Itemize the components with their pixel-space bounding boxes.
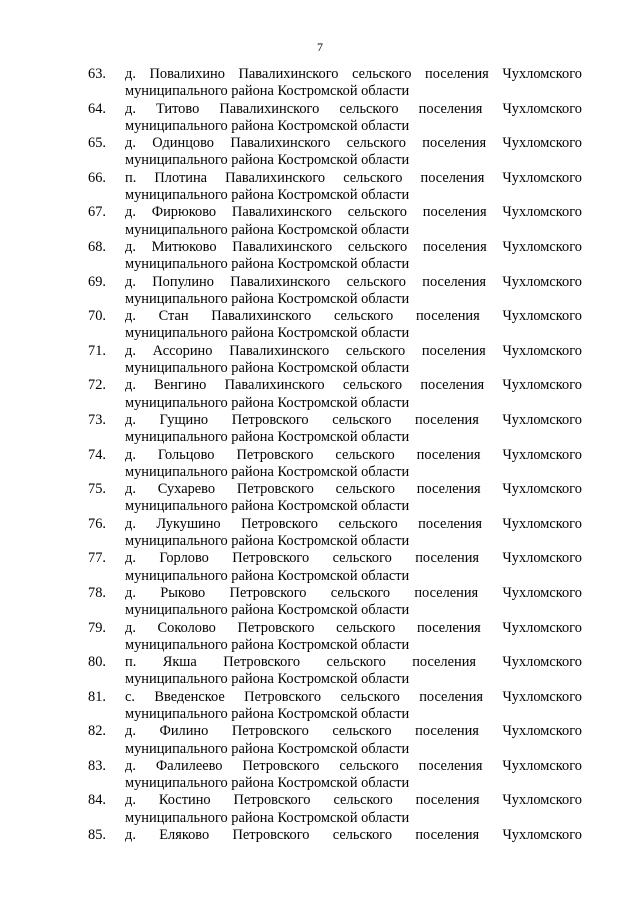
item-word: поселения [418,100,483,117]
item-text [125,550,582,585]
item-continuation: муниципального района Костромской области [125,117,410,134]
item-word: Павалихинского [230,273,331,290]
item-word: Популино [152,273,214,290]
item-word: Петровского [244,688,322,705]
item-word: Фалилеево [155,757,223,774]
item-word: д. [125,377,136,394]
item-word: поселения [419,688,484,705]
item-text [125,792,582,827]
item-word: Петровского [241,515,318,532]
item-word: Якша [162,654,197,671]
item-word: д. [125,827,136,844]
list-item [88,274,582,309]
item-first-line [125,550,582,567]
item-text [125,101,582,136]
item-word: Павалихинского [211,308,312,325]
item-first-line [125,377,582,394]
item-word: сельского [333,792,393,809]
list-item [88,343,582,378]
item-word: сельского [336,619,396,636]
list-item [88,170,582,205]
item-first-line [125,204,582,221]
item-text [125,170,582,205]
item-word: поселения [421,342,486,359]
item-word: Павалихинского [229,342,330,359]
item-word: д. [125,238,136,255]
item-text [125,204,582,239]
item-word: Чухломского [502,723,582,740]
item-word: Филино [159,723,209,740]
item-word: д. [125,411,136,428]
list-item [88,758,582,793]
item-word: Плотина [154,169,208,186]
item-word: поселения [420,169,485,186]
item-word: Петровского [223,654,301,671]
item-word: поселения [422,204,487,221]
item-word: сельского [347,238,408,255]
item-word: Павалихинского [224,377,325,394]
item-word: Чухломского [502,827,582,844]
item-word: сельского [330,584,391,601]
item-word: поселения [422,135,487,152]
item-number: 72. [88,377,106,394]
item-word: д. [125,273,136,290]
item-continuation: муниципального района Костромской области [125,740,410,757]
item-word: поселения [412,654,477,671]
item-first-line [125,101,582,118]
item-word: сельского [335,481,395,498]
item-word: п. [125,654,137,671]
item-word: д. [125,792,136,809]
item-word: поселения [416,619,481,636]
item-word: поселения [415,550,480,567]
item-first-line [125,274,582,291]
item-word: сельского [346,135,406,152]
item-word: Фирюково [151,204,217,221]
item-word: Петровского [233,792,311,809]
item-number: 79. [88,619,106,636]
item-text [125,308,582,343]
item-word: Петровского [236,481,314,498]
item-word: поселения [416,446,481,463]
item-first-line [125,758,582,775]
item-word: Повалихино [149,66,225,82]
item-number: 63. [88,66,106,82]
list-item [88,481,582,516]
item-word: сельского [342,377,403,394]
item-number: 85. [88,827,106,844]
item-number: 78. [88,584,106,601]
item-word: Горлово [159,550,209,567]
list-item [88,827,582,845]
item-word: Ассорино [152,342,213,359]
item-word: Петровского [229,584,307,601]
item-text [125,620,582,655]
item-word: д. [125,619,136,636]
item-text [125,654,582,689]
item-word: Чухломского [502,342,582,359]
item-word: Петровского [232,827,310,844]
item-word: Чухломского [502,584,582,601]
item-word: сельского [345,342,406,359]
item-number: 70. [88,308,106,325]
item-word: поселения [416,481,481,498]
list-item [88,723,582,758]
page-number: 7 [317,40,323,54]
item-continuation: муниципального района Костромской области [125,809,410,826]
item-word: поселения [425,66,489,82]
item-word: поселения [415,308,480,325]
item-word: сельского [343,169,403,186]
item-word: д. [125,481,136,498]
item-number: 66. [88,169,106,186]
item-continuation: муниципального района Костромской области [125,567,410,584]
item-continuation: муниципального района Костромской области [125,636,410,653]
item-first-line [125,412,582,429]
item-continuation: муниципального района Костромской области [125,221,410,238]
list-item [88,101,582,136]
list-item [88,585,582,620]
item-word: Павалихинского [238,66,339,82]
item-continuation: муниципального района Костромской области [125,325,410,342]
item-text [125,239,582,274]
item-text [125,723,582,758]
list-item [88,654,582,689]
item-first-line [125,308,582,325]
item-word: д. [125,446,136,463]
item-word: Петровского [231,723,309,740]
item-word: Костино [158,792,211,809]
item-continuation: муниципального района Костромской области [125,152,410,169]
item-first-line [125,723,582,740]
item-word: Петровского [231,411,309,428]
list-item [88,447,582,482]
item-first-line [125,343,582,360]
item-number: 71. [88,342,106,359]
item-word: Чухломского [502,619,582,636]
list-item [88,412,582,447]
item-number: 80. [88,654,106,671]
list-item [88,135,582,170]
item-word: Митюково [151,238,217,255]
list-item [88,66,582,101]
item-word: д. [125,308,136,325]
item-word: Венгино [154,377,207,394]
item-word: Павалихинского [232,238,333,255]
item-word: Чухломского [502,446,582,463]
item-text [125,481,582,516]
item-word: сельского [335,446,395,463]
item-number: 84. [88,792,106,809]
item-word: сельского [347,204,407,221]
item-continuation: муниципального района Костромской области [125,187,410,204]
item-word: Гольцово [157,446,215,463]
item-word: Чухломского [502,792,582,809]
item-word: Чухломского [502,273,582,290]
item-word: сельского [332,550,392,567]
item-word: сельского [326,654,386,671]
item-word: поселения [422,273,487,290]
item-number: 83. [88,757,106,774]
item-text [125,689,582,724]
item-text [125,274,582,309]
item-first-line [125,239,582,256]
item-word: сельского [333,308,394,325]
item-first-line [125,66,582,83]
item-word: Павалихинского [230,135,331,152]
item-word: Петровского [232,550,310,567]
item-word: сельского [332,827,393,844]
item-word: Чухломского [502,204,582,221]
item-first-line [125,654,582,671]
item-continuation: муниципального района Костромской области [125,671,410,688]
item-word: Одинцово [152,135,214,152]
item-continuation: муниципального района Костромской области [125,602,410,619]
item-word: Чухломского [502,757,582,774]
item-word: сельского [332,411,392,428]
item-word: Рыково [160,584,206,601]
item-number: 77. [88,550,106,567]
item-word: Чухломского [502,135,582,152]
item-continuation: муниципального района Костромской области [125,290,410,307]
item-first-line [125,689,582,706]
item-word: д. [125,723,136,740]
item-word: Чухломского [502,481,582,498]
item-first-line [125,481,582,498]
item-number: 69. [88,273,106,290]
item-number: 65. [88,135,106,152]
item-word: д. [125,100,136,117]
item-text [125,516,582,551]
list-item [88,239,582,274]
item-word: д. [125,757,136,774]
item-word: Гущино [159,411,209,428]
item-word: сельского [340,688,400,705]
item-first-line [125,516,582,533]
item-word: Чухломского [502,515,582,532]
item-word: сельского [332,723,392,740]
item-word: Чухломского [502,688,582,705]
item-continuation: муниципального района Костромской области [125,533,410,550]
item-word: Введенское [154,688,225,705]
item-word: с. [125,688,135,705]
item-word: п. [125,169,137,186]
item-word: Петровского [237,619,315,636]
list-item [88,689,582,724]
item-text [125,447,582,482]
item-continuation: муниципального района Костромской области [125,83,410,100]
item-continuation: муниципального района Костромской области [125,256,410,273]
item-word: Чухломского [502,100,582,117]
item-word: поселения [415,792,480,809]
item-word: сельского [352,66,412,82]
item-first-line [125,447,582,464]
item-number: 73. [88,411,106,428]
item-word: Титово [155,100,200,117]
item-first-line [125,620,582,637]
item-word: сельского [338,515,398,532]
item-word: Чухломского [502,377,582,394]
item-number: 82. [88,723,106,740]
item-word: Чухломского [502,654,582,671]
item-word: поселения [418,515,482,532]
item-number: 64. [88,100,106,117]
item-continuation: муниципального района Костромской области [125,775,410,792]
item-word: Чухломского [502,550,582,567]
item-word: д. [125,584,136,601]
item-first-line [125,585,582,602]
item-word: поселения [422,238,487,255]
list-item [88,620,582,655]
item-word: Еляково [159,827,210,844]
item-first-line [125,792,582,809]
item-continuation: муниципального района Костромской области [125,463,410,480]
item-word: Павалихинского [231,204,332,221]
item-first-line [125,170,582,187]
item-text [125,66,582,101]
item-word: сельского [339,100,399,117]
item-number: 76. [88,515,106,532]
item-number: 74. [88,446,106,463]
item-text [125,758,582,793]
list-item [88,516,582,551]
item-word: поселения [415,723,479,740]
list-item [88,308,582,343]
item-word: Сухарево [157,481,216,498]
item-word: д. [125,135,136,152]
item-word: Чухломского [502,66,582,82]
item-word: Стан [158,308,189,325]
item-word: Петровского [236,446,314,463]
item-word: Чухломского [502,411,582,428]
item-word: Лукушино [156,515,221,532]
item-word: д. [125,66,136,82]
document-list [88,66,582,845]
list-item [88,792,582,827]
item-word: Петровского [242,757,320,774]
item-word: д. [125,342,136,359]
item-number: 81. [88,688,106,705]
item-word: сельского [346,273,406,290]
item-text [125,585,582,620]
item-first-line [125,827,582,844]
item-word: поселения [414,584,479,601]
item-word: д. [125,550,136,567]
item-word: Соколово [157,619,216,636]
item-word: поселения [418,757,483,774]
item-number: 67. [88,204,106,221]
item-text [125,135,582,170]
item-word: д. [125,204,136,221]
item-continuation: муниципального района Костромской области [125,429,410,446]
item-number: 68. [88,238,106,255]
list-item [88,550,582,585]
list-item [88,377,582,412]
item-text [125,377,582,412]
item-word: Павалихинского [219,100,320,117]
item-word: сельского [339,757,399,774]
item-word: Чухломского [502,308,582,325]
item-continuation: муниципального района Костромской области [125,360,410,377]
item-word: поселения [415,411,479,428]
item-continuation: муниципального района Костромской области [125,498,410,515]
item-word: Павалихинского [225,169,326,186]
item-word: поселения [420,377,485,394]
item-text [125,343,582,378]
item-number: 75. [88,481,106,498]
item-first-line [125,135,582,152]
item-word: д. [125,515,136,532]
item-word: Чухломского [502,238,582,255]
item-word: поселения [415,827,480,844]
item-continuation: муниципального района Костромской области [125,705,410,722]
list-item [88,204,582,239]
item-continuation: муниципального района Костромской области [125,394,410,411]
item-text [125,827,582,844]
item-text [125,412,582,447]
item-word: Чухломского [502,169,582,186]
